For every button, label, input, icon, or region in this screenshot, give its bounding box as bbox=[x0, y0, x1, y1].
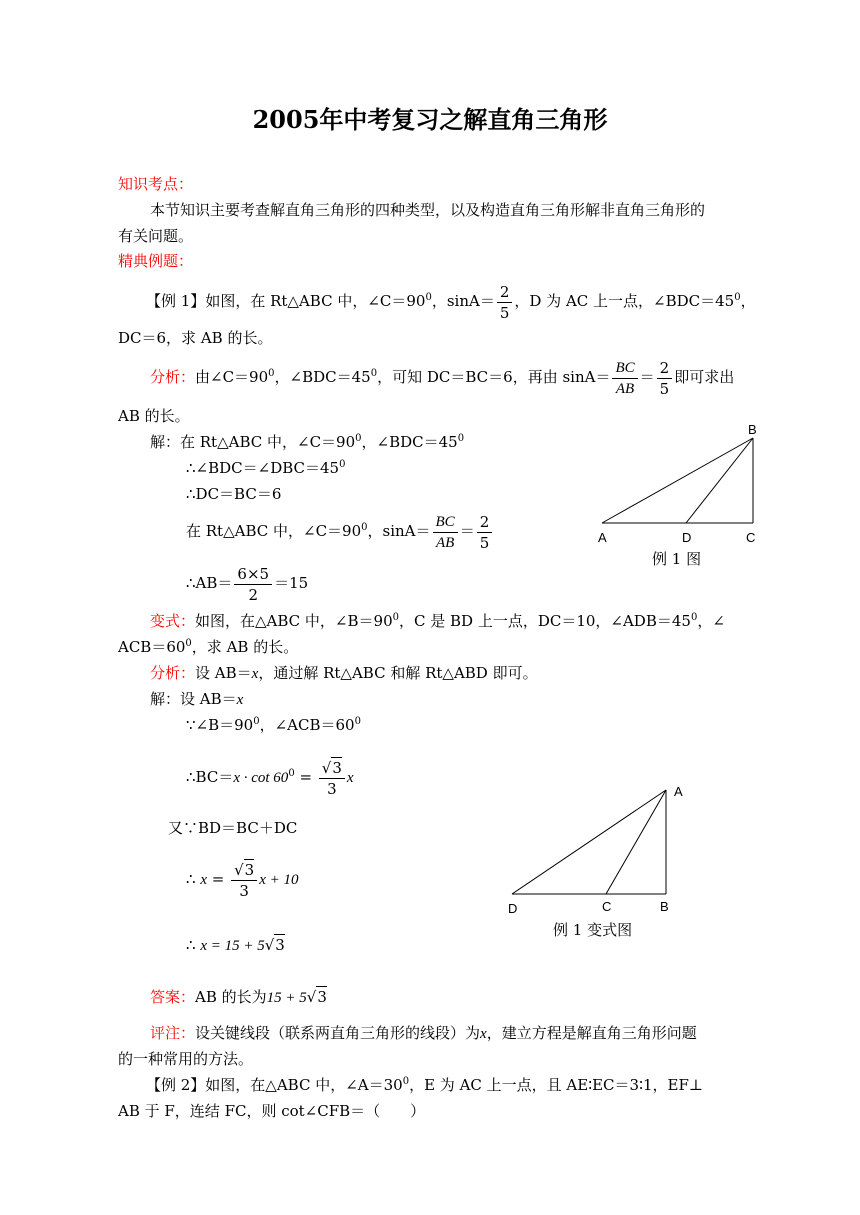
example1-tag: 【例 1】 bbox=[146, 292, 206, 310]
fraction-2-5 bbox=[497, 282, 513, 323]
point-label-a: A bbox=[598, 530, 607, 545]
example1-analysis-line2: AB 的长。 bbox=[118, 407, 190, 425]
segment-ac bbox=[606, 790, 666, 894]
analysis-text: 由∠C＝90 bbox=[195, 368, 269, 386]
equals-sign: = bbox=[206, 870, 230, 888]
example2-text: ，E 为 AC 上一点，且 AE∶EC＝3∶1，EF⊥ bbox=[409, 1076, 703, 1094]
degree-mark: 0 bbox=[734, 292, 741, 303]
segment-ab bbox=[602, 438, 753, 523]
solution-text: 解：设 AB＝ bbox=[150, 690, 237, 708]
degree-mark: 0 bbox=[457, 433, 465, 444]
variant-solution-line2 bbox=[186, 715, 361, 735]
denominator: 5 bbox=[479, 533, 490, 552]
variant-figure bbox=[500, 780, 700, 920]
degree-mark: 0 bbox=[339, 459, 346, 470]
variant-text: ，求 AB 的长。 bbox=[191, 638, 299, 656]
math-expression: x · cot 60 bbox=[233, 770, 289, 786]
analysis-text: ，可知 DC＝BC＝6，再由 sinA＝ bbox=[377, 368, 611, 386]
variant-text: ACB＝60 bbox=[118, 638, 186, 656]
degree-mark: 0 bbox=[361, 522, 368, 533]
degree-mark: 0 bbox=[355, 433, 362, 444]
sqrt-symbol: √ bbox=[264, 936, 275, 954]
comment-text: 设关键线段（联系两直角三角形的线段）为 bbox=[195, 1024, 481, 1042]
radicand: 3 bbox=[317, 988, 327, 1006]
knowledge-text-line2: 有关问题。 bbox=[118, 227, 194, 245]
example1-text: ， bbox=[740, 292, 756, 310]
solution-text: ∴ bbox=[186, 870, 201, 888]
example1-question-line1 bbox=[146, 276, 756, 326]
point-label-b: B bbox=[748, 422, 757, 437]
numerator: √3 bbox=[319, 757, 345, 779]
variant-text: ，∠ bbox=[697, 612, 725, 630]
example1-solution-line1 bbox=[150, 432, 464, 452]
solution-text: ，sinA＝ bbox=[367, 522, 431, 540]
fraction-6x5-2 bbox=[234, 564, 272, 605]
segment-ad bbox=[512, 790, 666, 894]
degree-mark: 0 bbox=[288, 768, 295, 779]
math-expression: x + 10 bbox=[259, 872, 299, 888]
radicand: 3 bbox=[244, 861, 255, 879]
solution-text: ，∠ACB＝60 bbox=[259, 716, 355, 734]
denominator: 5 bbox=[659, 379, 670, 398]
page-title: 2005年中考复习之解直角三角形 bbox=[252, 105, 608, 134]
analysis-text: ，通过解 Rt△ABC 和解 Rt△ABD 即可。 bbox=[258, 664, 538, 682]
variant-figure-caption: 例 1 变式图 bbox=[553, 921, 633, 939]
denominator: 3 bbox=[239, 882, 249, 900]
numerator: 2 bbox=[657, 358, 673, 379]
variant-solution-line5 bbox=[186, 854, 298, 905]
answer-line bbox=[150, 986, 327, 1008]
example2-question-line2: AB 于 F，连结 FC，则 cot∠CFB＝（ ） bbox=[118, 1102, 426, 1120]
numerator: BC bbox=[612, 358, 637, 379]
equals-sign: ＝ bbox=[639, 368, 655, 386]
example1-text: ，D 为 AC 上一点，∠BDC＝45 bbox=[514, 292, 735, 310]
section-examples-heading: 精典例题： bbox=[118, 252, 194, 270]
variant-solution-line1 bbox=[150, 689, 243, 710]
analysis-text: ，∠BDC＝45 bbox=[274, 368, 371, 386]
comment-line1 bbox=[150, 1023, 697, 1044]
example1-solution-line3: ∴DC＝BC＝6 bbox=[186, 485, 282, 503]
equals-sign: ＝ bbox=[459, 522, 475, 540]
degree-mark: 0 bbox=[392, 612, 399, 623]
numerator: 6×5 bbox=[234, 564, 272, 585]
example1-figure-caption: 例 1 图 bbox=[652, 550, 702, 568]
example1-solution-line5 bbox=[186, 558, 308, 608]
point-label-d: D bbox=[682, 530, 692, 545]
variant-text: ，C 是 BD 上一点，DC＝10，∠ADB＝45 bbox=[398, 612, 691, 630]
math-expression: x = 15 + 5 bbox=[200, 938, 265, 954]
fraction-root3-3 bbox=[319, 757, 345, 799]
example2-question-line1 bbox=[146, 1075, 703, 1095]
variable-x: x bbox=[480, 1026, 487, 1042]
denominator: AB bbox=[435, 534, 455, 551]
example1-solution-line4 bbox=[186, 506, 494, 556]
variant-solution-line4: 又∵BD＝BC＋DC bbox=[168, 819, 298, 837]
radicand: 3 bbox=[275, 936, 285, 954]
point-label-c: C bbox=[746, 530, 756, 545]
degree-mark: 0 bbox=[354, 716, 361, 727]
numerator: 2 bbox=[477, 512, 493, 533]
analysis-text: 设 AB＝ bbox=[195, 664, 252, 682]
degree-mark: 0 bbox=[185, 638, 192, 649]
numerator: BC bbox=[433, 512, 458, 533]
solution-text: ∴∠BDC＝∠DBC＝45 bbox=[186, 459, 340, 477]
variable-x: x bbox=[251, 666, 259, 682]
solution-text: 在 Rt△ABC 中，∠C＝90 bbox=[186, 522, 362, 540]
point-label-b: B bbox=[660, 899, 669, 914]
point-label-d: D bbox=[508, 901, 518, 916]
numerator: √3 bbox=[231, 859, 257, 881]
degree-mark: 0 bbox=[690, 612, 698, 623]
degree-mark: 0 bbox=[425, 292, 432, 303]
comment-line2: 的一种常用的方法。 bbox=[118, 1050, 254, 1068]
variable-x: x bbox=[200, 872, 207, 888]
example1-question-line2: DC＝6，求 AB 的长。 bbox=[118, 329, 273, 347]
denominator: 5 bbox=[499, 303, 510, 322]
point-label-c: C bbox=[602, 899, 612, 914]
fraction-root3-3 bbox=[231, 859, 257, 901]
example1-text: 如图，在 Rt△ABC 中，∠C＝90 bbox=[205, 292, 426, 310]
variable-x: x bbox=[346, 770, 354, 786]
example2-text: 【例 2】如图，在△ABC 中，∠A＝30 bbox=[146, 1076, 403, 1094]
variant-analysis bbox=[150, 663, 538, 684]
sqrt-symbol: √ bbox=[306, 988, 317, 1006]
variant-text: 如图，在△ABC 中，∠B＝90 bbox=[195, 612, 393, 630]
comment-label: 评注： bbox=[150, 1024, 196, 1042]
comment-text: ，建立方程是解直角三角形问题 bbox=[486, 1024, 697, 1042]
degree-mark: 0 bbox=[370, 368, 378, 379]
solution-text: ∴BC＝ bbox=[186, 768, 234, 786]
denominator: AB bbox=[615, 380, 635, 397]
radicand: 3 bbox=[332, 759, 342, 777]
segment-bd bbox=[686, 438, 753, 523]
solution-text: ∴ bbox=[186, 936, 201, 954]
fraction-2-5 bbox=[477, 512, 493, 553]
variant-solution-line3 bbox=[186, 752, 354, 803]
numerator: 2 bbox=[497, 282, 513, 303]
solution-text: ，∠BDC＝45 bbox=[361, 433, 458, 451]
example1-analysis bbox=[150, 352, 734, 402]
analysis-label: 分析： bbox=[150, 368, 196, 386]
answer-label: 答案： bbox=[150, 988, 196, 1006]
analysis-text: 即可求出 bbox=[674, 368, 735, 386]
answer-value: 15 + 5 bbox=[266, 990, 307, 1006]
fraction-bc-ab bbox=[433, 512, 458, 553]
equals-sign: = bbox=[294, 768, 317, 786]
solution-text: ∴AB＝ bbox=[186, 574, 233, 592]
example1-figure bbox=[590, 420, 770, 550]
degree-mark: 0 bbox=[268, 368, 275, 379]
degree-mark: 0 bbox=[253, 716, 260, 727]
solution-text: 解：在 Rt△ABC 中，∠C＝90 bbox=[150, 433, 356, 451]
section-knowledge-heading: 知识考点： bbox=[118, 175, 194, 193]
variant-question-line2 bbox=[118, 637, 298, 657]
variant-solution-line6 bbox=[186, 934, 285, 956]
knowledge-text-line1: 本节知识主要考查解直角三角形的四种类型，以及构造直角三角形解非直角三角形的 bbox=[150, 201, 706, 219]
solution-text: ＝15 bbox=[274, 574, 309, 592]
denominator: 2 bbox=[248, 585, 258, 604]
example1-text: ，sinA＝ bbox=[431, 292, 495, 310]
example1-solution-line2 bbox=[186, 458, 345, 478]
variable-x: x bbox=[236, 692, 244, 708]
variant-question-line1 bbox=[150, 611, 725, 631]
solution-text: ∵∠B＝90 bbox=[186, 716, 254, 734]
analysis-label: 分析： bbox=[150, 664, 196, 682]
answer-text: AB 的长为 bbox=[195, 988, 267, 1006]
fraction-2-5 bbox=[657, 358, 673, 399]
variant-label: 变式： bbox=[150, 612, 196, 630]
degree-mark: 0 bbox=[402, 1076, 410, 1087]
fraction-bc-ab bbox=[612, 358, 637, 399]
point-label-a: A bbox=[674, 784, 683, 799]
denominator: 3 bbox=[327, 780, 337, 798]
